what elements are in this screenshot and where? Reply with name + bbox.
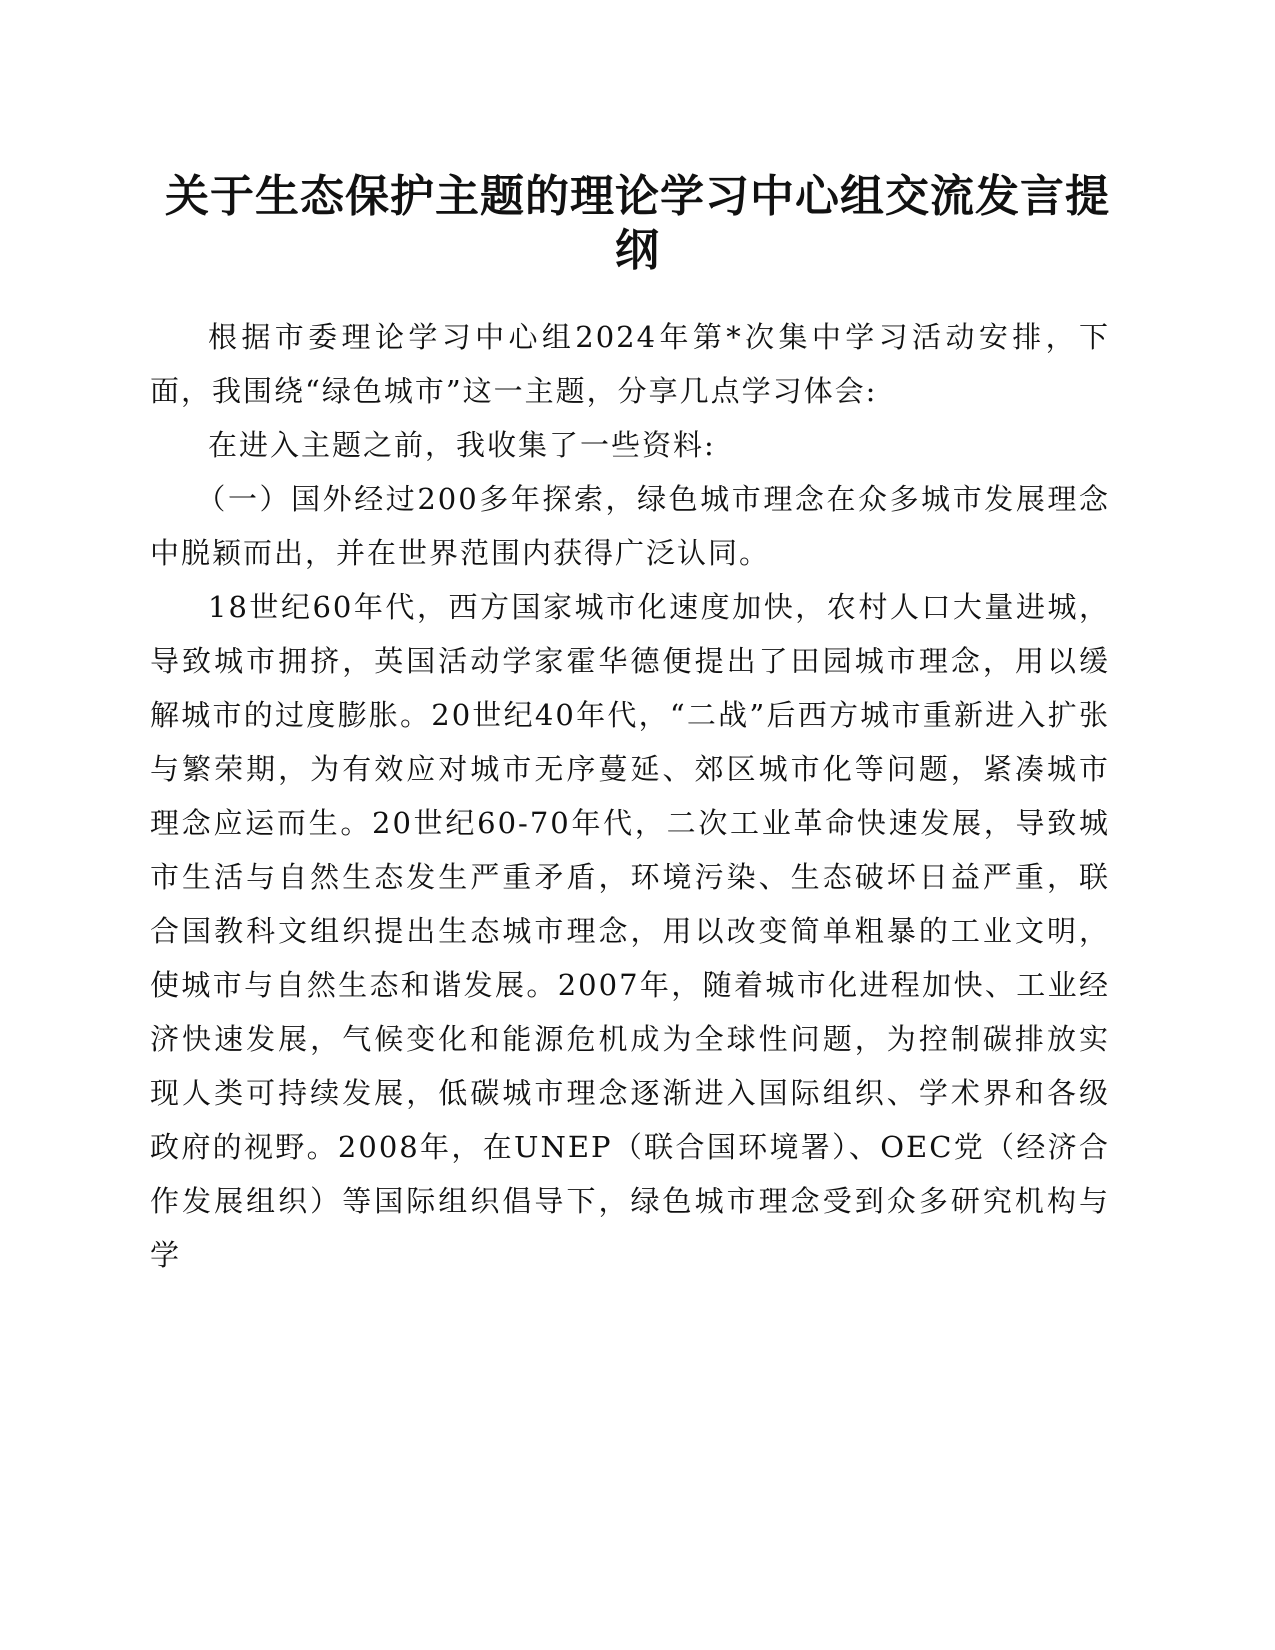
paragraph-section-1: （一）国外经过200多年探索，绿色城市理念在众多城市发展理念中脱颖而出，并在世界范围内获得广泛认同。 <box>150 482 1110 570</box>
document-body <box>150 310 1110 1282</box>
paragraph-intro: 根据市委理论学习中心组2024年第*次集中学习活动安排，下面，我围绕“绿色城市”这一主题，分享几点学习体会: <box>150 320 1110 408</box>
paragraph-history: 18世纪60年代，西方国家城市化速度加快，农村人口大量进城，导致城市拥挤，英国活动学家霍华德便提出了田园城市理念，用以缓解城市的过度膨胀。20世纪40年代，“二战”后西方城市重新进入扩张与繁荣期，为有效应对城市无序蔓延、郊区城市化等问题，紧凑城市理念应运而生。20世纪60-70年代，二次工业革命快速发展，导致城市生活与自然生态发生严重矛盾，环境污染、生态破坏日益严重，联合国教科文组织提出生态城市理念，用以改变简单粗暴的工业文明，使城市与自然生态和谐发展。2007年，随着城市化进程加快、工业经济快速发展，气候变化和能源危机成为全球性问题，为控制碳排放实现人类可持续发展，低碳城市理念逐渐进入国际组织、学术界和各级政府的视野。2008年，在UNEP（联合国环境署）、OEC党（经济合作发展组织）等国际组织倡导下，绿色城市理念受到众多研究机构与学 <box>150 590 1110 1272</box>
paragraph-preface: 在进入主题之前，我收集了一些资料: <box>208 428 716 462</box>
document-title: 关于生态保护主题的理论学习中心组交流发言提纲 <box>165 171 1110 276</box>
